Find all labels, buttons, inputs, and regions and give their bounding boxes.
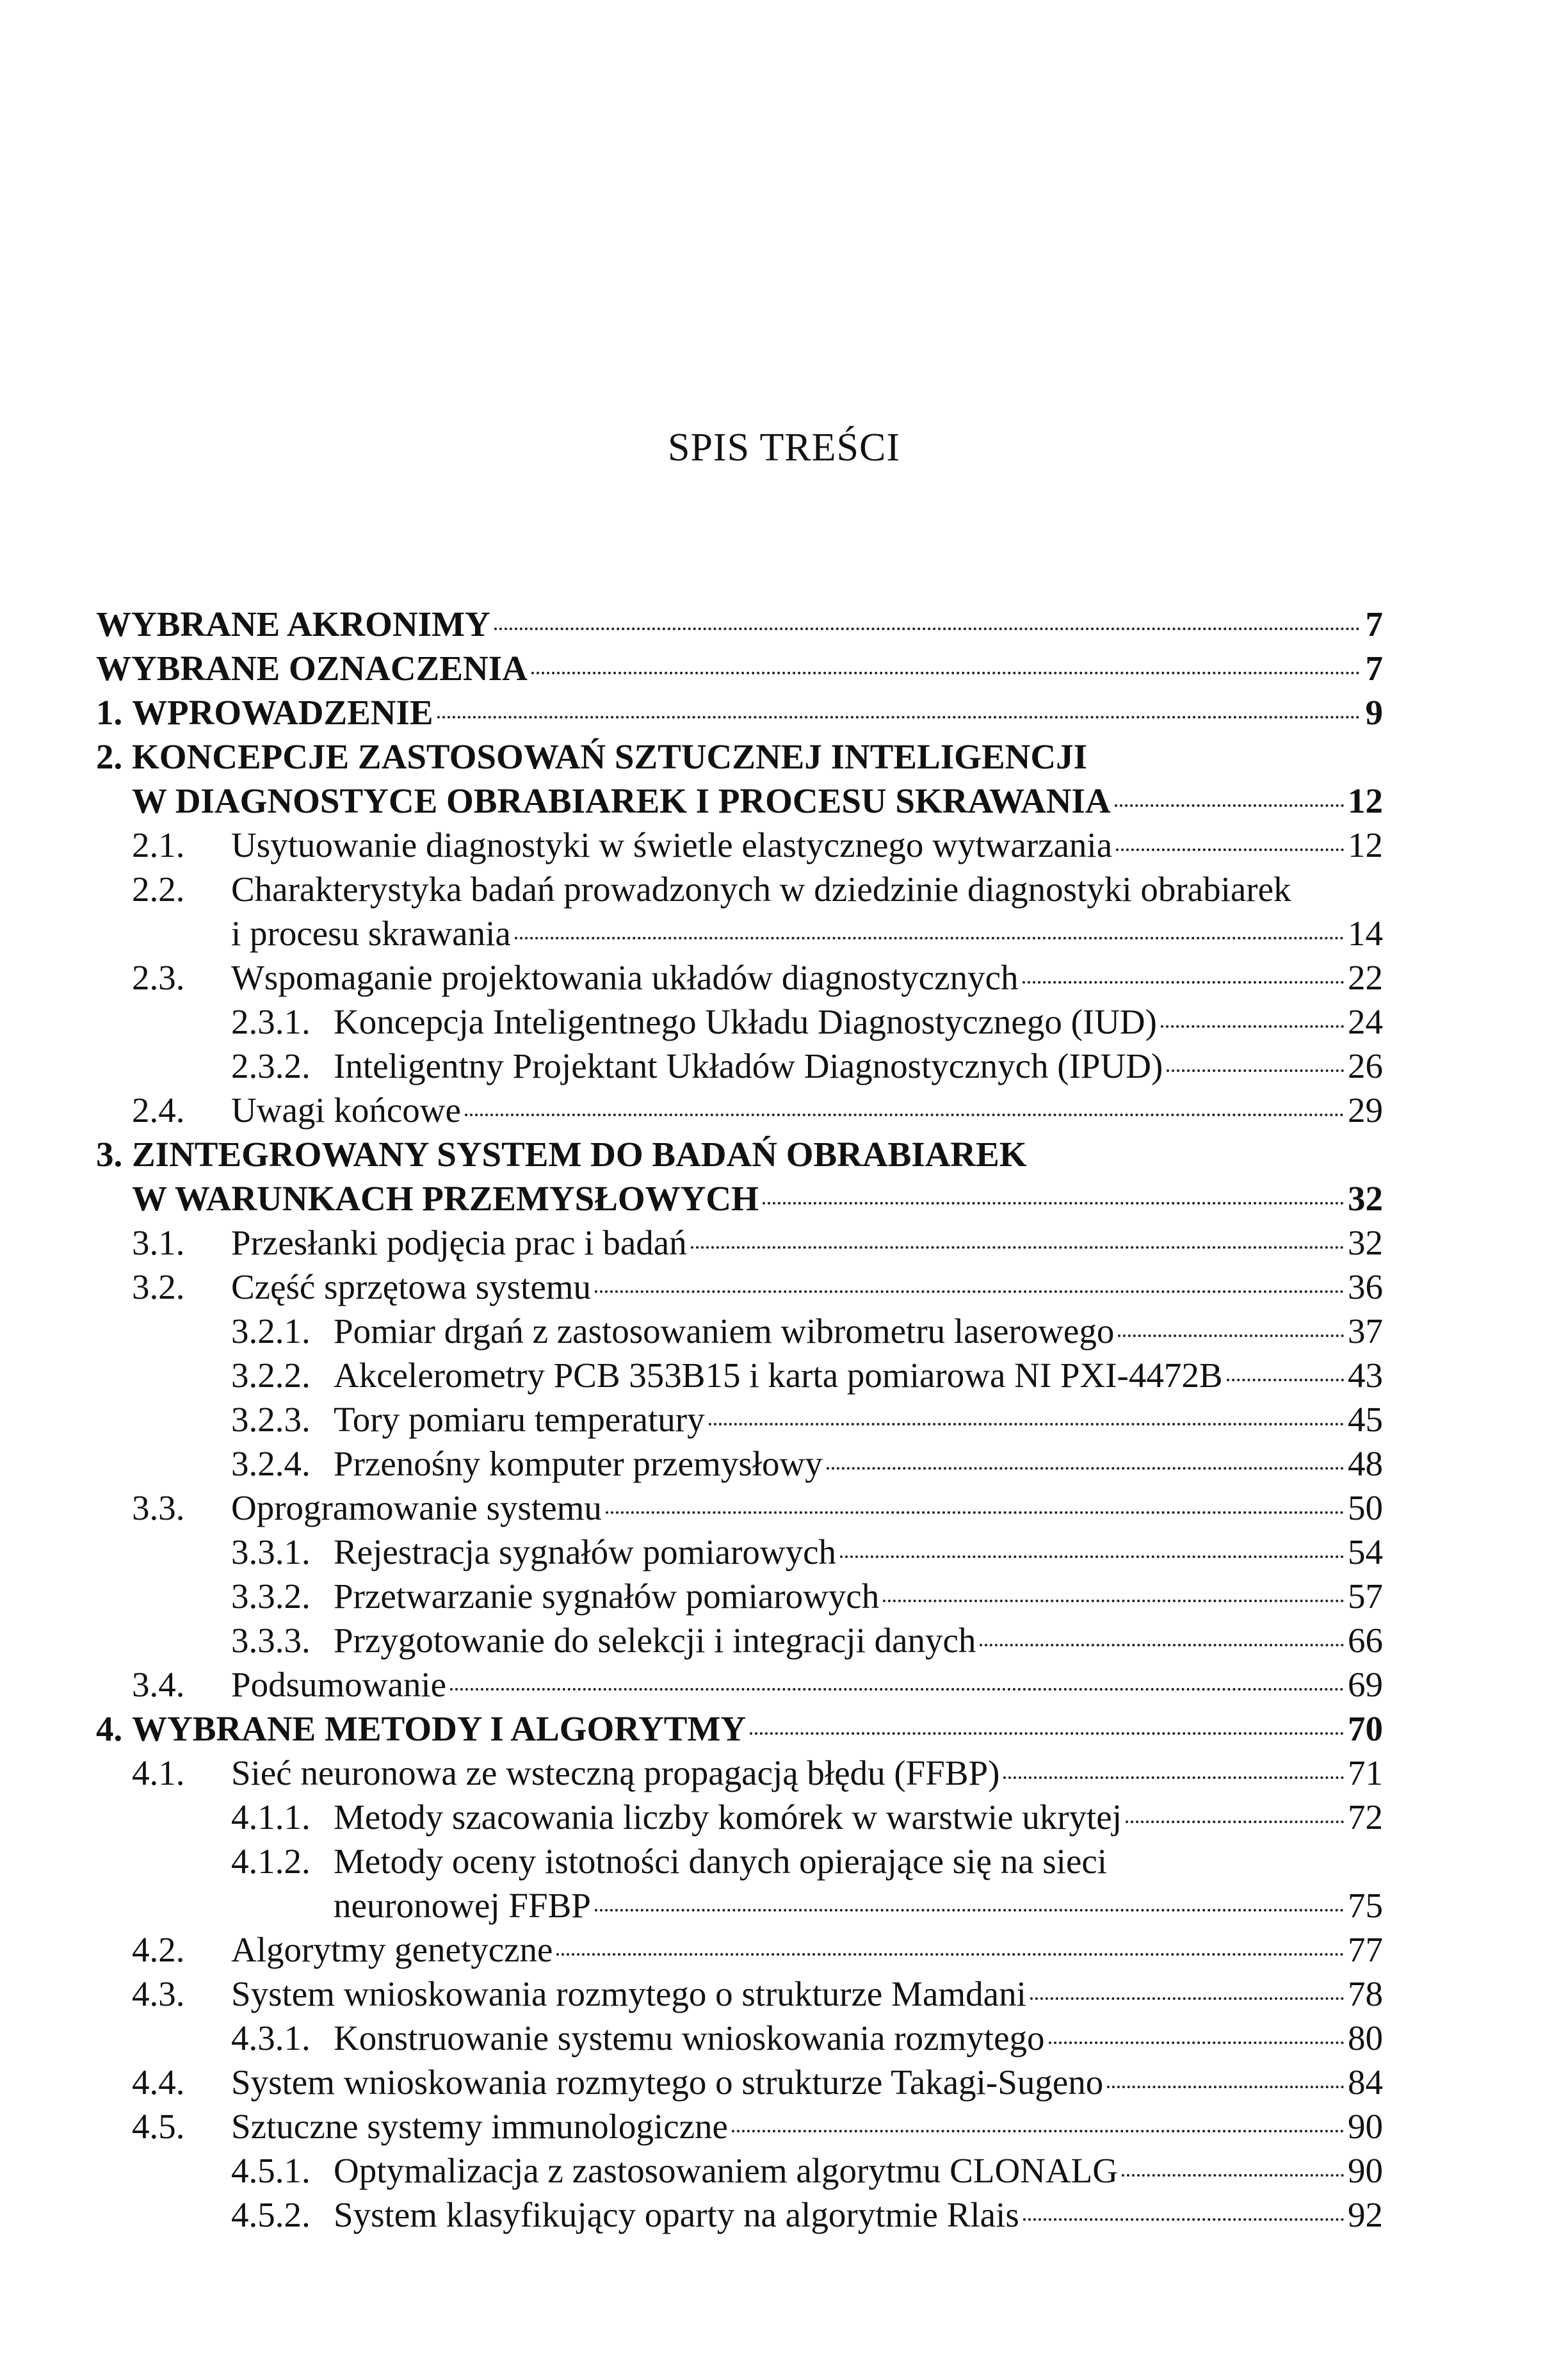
toc-entry-page: 29	[1348, 1091, 1383, 1130]
dot-leader	[1161, 1025, 1344, 1028]
toc-entry[interactable]	[96, 2016, 1383, 2060]
toc-entry-number: 3.3.2.	[231, 1577, 311, 1616]
dot-leader	[595, 1290, 1344, 1293]
toc-entry[interactable]	[96, 1441, 1383, 1486]
toc-entry[interactable]	[96, 2060, 1383, 2104]
toc-entry-page: 54	[1348, 1532, 1383, 1571]
toc-entry[interactable]	[96, 2148, 1383, 2193]
toc-entry-number: 3.	[96, 1135, 123, 1174]
dot-leader	[595, 1909, 1344, 1911]
toc-entry-number: 2.1.	[132, 825, 185, 864]
toc-entry-continuation[interactable]	[96, 1176, 1383, 1221]
toc-entry-page: 37	[1348, 1311, 1383, 1351]
toc-entry-number: 4.5.	[132, 2107, 185, 2146]
dot-leader	[1118, 1335, 1344, 1337]
toc-entry-page: 24	[1348, 1002, 1383, 1041]
dot-leader	[1022, 981, 1345, 984]
toc-entry-text: KONCEPCJE ZASTOSOWAŃ SZTUCZNEJ INTELIGENCJI	[132, 737, 1087, 776]
toc-entry-text: Uwagi końcowe	[231, 1091, 461, 1130]
toc-entry-page: 70	[1348, 1709, 1383, 1748]
toc-entry[interactable]	[96, 1795, 1383, 1839]
toc-entry-number: 3.1.	[132, 1223, 185, 1262]
toc-entry-page: 72	[1348, 1798, 1383, 1837]
toc-entry-text: Optymalizacja z zastosowaniem algorytmu CLONALG	[334, 2151, 1118, 2190]
toc-entry[interactable]	[96, 867, 1383, 911]
dot-leader	[1023, 2218, 1344, 2221]
toc-entry-page: 80	[1348, 2018, 1383, 2058]
toc-entry[interactable]	[96, 1486, 1383, 1530]
toc-entry-number: 3.3.1.	[231, 1532, 311, 1571]
toc-entry-text: Przesłanki podjęcia prac i badań	[231, 1223, 687, 1262]
toc-entry-page: 48	[1348, 1444, 1383, 1483]
toc-entry-number: 2.3.1.	[231, 1002, 311, 1041]
page-title: SPIS TREŚCI	[667, 426, 901, 469]
toc-entry-page: 12	[1348, 781, 1383, 820]
toc-entry-number: 3.2.2.	[231, 1356, 311, 1395]
toc-entry-text: W DIAGNOSTYCE OBRABIAREK I PROCESU SKRAWANIA	[132, 781, 1111, 820]
toc-entry-number: 1.	[96, 693, 123, 732]
toc-entry-page: 84	[1348, 2063, 1383, 2102]
toc-entry-text: Metody szacowania liczby komórek w warstwie ukrytej	[334, 1798, 1122, 1837]
toc-entry-text: System klasyfikujący oparty na algorytmie Rlais	[334, 2195, 1019, 2234]
toc-entry-text: System wnioskowania rozmytego o strukturze Takagi-Sugeno	[231, 2063, 1104, 2102]
dot-leader	[840, 1555, 1344, 1558]
toc-entry-number: 2.	[96, 737, 123, 776]
toc-entry-page: 22	[1348, 958, 1383, 997]
toc-entry-text: i procesu skrawania	[231, 914, 511, 953]
toc-entry[interactable]	[96, 1707, 1383, 1751]
toc-entry-page: 32	[1348, 1179, 1383, 1218]
toc-entry[interactable]	[96, 2193, 1383, 2237]
toc-entry-text: Część sprzętowa systemu	[231, 1267, 592, 1306]
dot-leader	[1003, 1776, 1344, 1779]
toc-entry-page: 45	[1348, 1400, 1383, 1439]
dot-leader	[980, 1644, 1344, 1646]
dot-leader	[1115, 804, 1344, 807]
toc-entry-text: WYBRANE AKRONIMY	[96, 605, 490, 644]
toc-entry-text: Pomiar drgań z zastosowaniem wibrometru laserowego	[334, 1311, 1115, 1351]
toc-entry[interactable]	[96, 1309, 1383, 1353]
dot-leader	[531, 672, 1360, 674]
toc-entry-text: Akcelerometry PCB 353B15 i karta pomiarowa NI PXI-4472B	[334, 1356, 1223, 1395]
toc-entry[interactable]	[96, 1353, 1383, 1397]
dot-leader	[1167, 1069, 1344, 1072]
toc-entry-page: 71	[1348, 1753, 1383, 1792]
toc-entry-page: 66	[1348, 1621, 1383, 1660]
dot-leader	[437, 716, 1360, 718]
toc-entry[interactable]	[96, 1972, 1383, 2016]
toc-entry-number: 4.5.1.	[231, 2151, 311, 2190]
toc-entry[interactable]	[96, 955, 1383, 1000]
toc-entry-number: 3.4.	[132, 1665, 185, 1704]
toc-entry-page: 14	[1348, 914, 1383, 953]
toc-entry[interactable]	[96, 1044, 1383, 1088]
toc-entry[interactable]	[96, 1397, 1383, 1441]
toc-entry[interactable]	[96, 1088, 1383, 1132]
dot-leader	[709, 1423, 1344, 1425]
toc-entry-text: Usytuowanie diagnostyki w świetle elastycznego wytwarzania	[231, 825, 1113, 864]
toc-entry-text: WYBRANE OZNACZENIA	[96, 649, 528, 688]
toc-entry-page: 75	[1348, 1886, 1383, 1925]
toc-entry-page: 9	[1365, 693, 1383, 732]
toc-entry-page: 90	[1348, 2151, 1383, 2190]
dot-leader	[1126, 1821, 1344, 1823]
toc-entry-number: 2.2.	[132, 870, 185, 909]
dot-leader	[606, 1511, 1344, 1514]
toc-entry[interactable]	[96, 1000, 1383, 1044]
toc-entry-number: 4.1.	[132, 1753, 185, 1792]
toc-entry-page: 26	[1348, 1046, 1383, 1085]
toc-entry-number: 3.2.1.	[231, 1311, 311, 1351]
dot-leader	[732, 2130, 1344, 2132]
toc-entry-text: Inteligentny Projektant Układów Diagnostycznych (IPUD)	[334, 1046, 1163, 1085]
toc-entry-number: 4.1.2.	[231, 1842, 311, 1881]
dot-leader	[763, 1202, 1344, 1205]
toc-entry-text: Wspomaganie projektowania układów diagnostycznych	[231, 958, 1019, 997]
toc-entry-number: 4.2.	[132, 1930, 185, 1969]
toc-entry[interactable]	[96, 1928, 1383, 1972]
toc-entry-number: 3.2.4.	[231, 1444, 311, 1483]
dot-leader	[1116, 848, 1344, 851]
toc-entry-text: Algorytmy genetyczne	[231, 1930, 553, 1969]
toc-entry[interactable]	[96, 1574, 1383, 1618]
toc-entry[interactable]	[96, 1618, 1383, 1662]
toc-entry[interactable]	[96, 1265, 1383, 1309]
toc-entry-page: 43	[1348, 1356, 1383, 1395]
dot-leader	[465, 1114, 1344, 1116]
toc-entry-page: 32	[1348, 1223, 1383, 1262]
dot-leader	[883, 1600, 1344, 1602]
dot-leader	[450, 1688, 1344, 1691]
toc-entry[interactable]	[96, 823, 1383, 867]
toc-entry-text: Koncepcja Inteligentnego Układu Diagnostycznego (IUD)	[334, 1002, 1157, 1041]
toc-entry-page: 90	[1348, 2107, 1383, 2146]
toc-entry-page: 78	[1348, 1974, 1383, 2013]
toc-entry-text: Rejestracja sygnałów pomiarowych	[334, 1532, 837, 1571]
toc-entry[interactable]	[96, 1132, 1383, 1176]
toc-entry-number: 4.3.1.	[231, 2018, 311, 2058]
toc-entry[interactable]	[96, 1662, 1383, 1707]
toc-entry-continuation[interactable]	[96, 911, 1383, 955]
dot-leader	[1122, 2174, 1344, 2177]
toc-entry-text: Przenośny komputer przemysłowy	[334, 1444, 823, 1483]
dot-leader	[494, 628, 1360, 630]
toc-entry-text: Metody oceny istotności danych opierające się na sieci	[334, 1842, 1108, 1881]
toc-entry[interactable]	[96, 690, 1383, 735]
dot-leader	[827, 1467, 1344, 1470]
toc-entry-number: 4.	[96, 1709, 123, 1748]
toc-entry-page: 69	[1348, 1665, 1383, 1704]
toc-entry-number: 2.3.	[132, 958, 185, 997]
toc-entry-text: Przygotowanie do selekcji i integracji danych	[334, 1621, 976, 1660]
toc-entry-number: 2.3.2.	[231, 1046, 311, 1085]
toc-entry-number: 3.3.	[132, 1488, 185, 1527]
toc-entry-text: ZINTEGROWANY SYSTEM DO BADAŃ OBRABIAREK	[132, 1135, 1027, 1174]
toc-entry[interactable]	[96, 1530, 1383, 1574]
toc-entry[interactable]	[96, 602, 1383, 646]
toc-entry-number: 3.3.3.	[231, 1621, 311, 1660]
dot-leader	[515, 937, 1344, 939]
toc-entry-continuation[interactable]	[96, 779, 1383, 823]
toc-entry-continuation[interactable]	[96, 1883, 1383, 1928]
toc-entry[interactable]	[96, 1221, 1383, 1265]
dot-leader	[1049, 2041, 1344, 2044]
toc-entry[interactable]	[96, 1751, 1383, 1795]
toc-entry-text: Sztuczne systemy immunologiczne	[231, 2107, 728, 2146]
toc-entry-page: 36	[1348, 1267, 1383, 1306]
toc-entry-number: 3.2.	[132, 1267, 185, 1306]
toc-entry-page: 92	[1348, 2195, 1383, 2234]
toc-entry-text: Oprogramowanie systemu	[231, 1488, 602, 1527]
toc-entry-text: WYBRANE METODY I ALGORYTMY	[132, 1709, 747, 1748]
toc-entry[interactable]	[96, 1839, 1383, 1883]
dot-leader	[1030, 1997, 1344, 2000]
toc-entry-text: Charakterystyka badań prowadzonych w dziedzinie diagnostyki obrabiarek	[231, 870, 1291, 909]
dot-leader	[691, 1246, 1344, 1249]
toc-entry-page: 50	[1348, 1488, 1383, 1527]
toc-entry-number: 4.3.	[132, 1974, 185, 2013]
toc-entry-text: Podsumowanie	[231, 1665, 447, 1704]
table-of-contents	[96, 602, 1383, 2237]
toc-entry-number: 4.1.1.	[231, 1798, 311, 1837]
toc-entry-text: Konstruowanie systemu wnioskowania rozmytego	[334, 2018, 1045, 2058]
toc-entry-text: neuronowej FFBP	[334, 1886, 591, 1925]
toc-entry[interactable]	[96, 646, 1383, 690]
toc-entry-number: 3.2.3.	[231, 1400, 311, 1439]
toc-entry-number: 2.4.	[132, 1091, 185, 1130]
toc-entry-text: Tory pomiaru temperatury	[334, 1400, 705, 1439]
toc-entry-text: Przetwarzanie sygnałów pomiarowych	[334, 1577, 880, 1616]
dot-leader	[1107, 2086, 1344, 2088]
toc-entry-page: 77	[1348, 1930, 1383, 1969]
toc-entry-text: Sieć neuronowa ze wsteczną propagacją błędu (FFBP)	[231, 1753, 1000, 1792]
dot-leader	[1227, 1379, 1344, 1381]
toc-entry-page: 7	[1365, 649, 1383, 688]
toc-entry-text: WPROWADZENIE	[132, 693, 433, 732]
dot-leader	[750, 1732, 1344, 1735]
toc-entry-page: 7	[1365, 605, 1383, 644]
toc-entry-text: System wnioskowania rozmytego o strukturze Mamdani	[231, 1974, 1026, 2013]
toc-entry[interactable]	[96, 2104, 1383, 2148]
toc-entry-number: 4.4.	[132, 2063, 185, 2102]
dot-leader	[556, 1953, 1344, 1956]
toc-entry-page: 12	[1348, 825, 1383, 864]
toc-entry-text: W WARUNKACH PRZEMYSŁOWYCH	[132, 1179, 759, 1218]
toc-entry-number: 4.5.2.	[231, 2195, 311, 2234]
toc-entry[interactable]	[96, 735, 1383, 779]
toc-entry-page: 57	[1348, 1577, 1383, 1616]
